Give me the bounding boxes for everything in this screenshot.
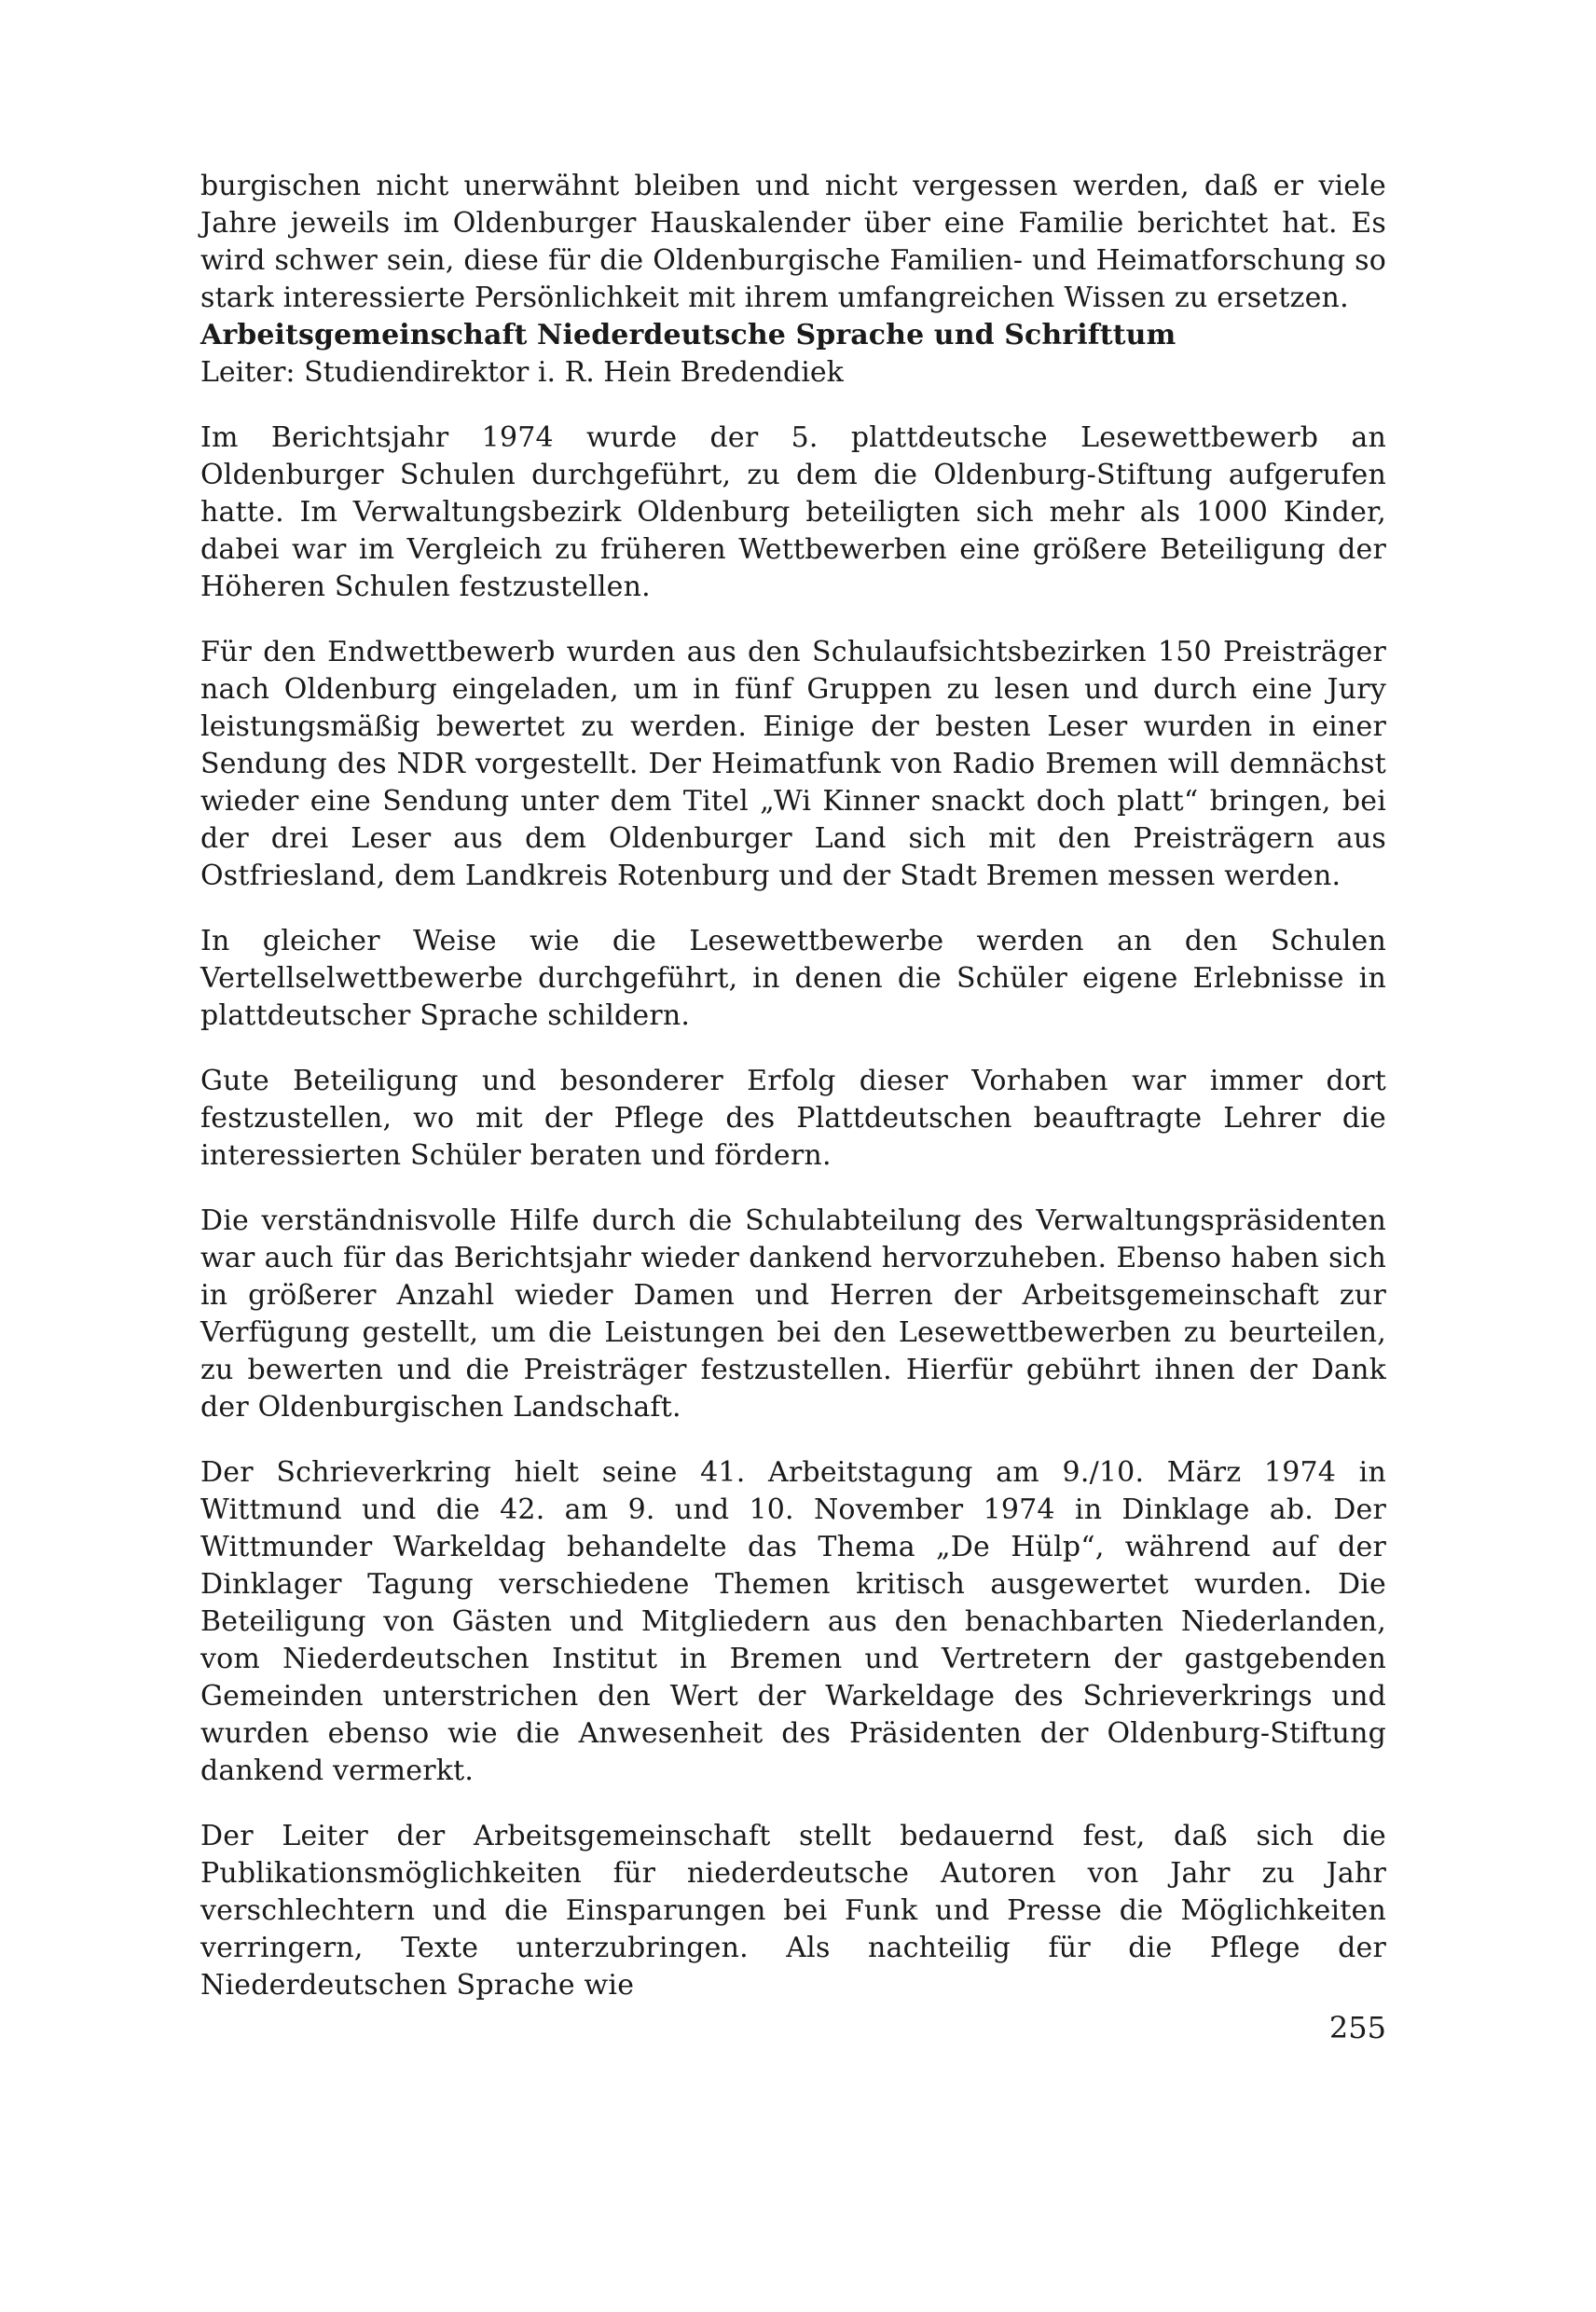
- paragraph-beteiligung: Gute Beteiligung und besonderer Erfolg dieser Vorhaben war immer dort festzustellen, wo mit der Pflege des Plattdeutschen beauftragte Lehrer die interessierten Schüler beraten und fördern.: [200, 1065, 1386, 1172]
- paragraph-hilfe: Die verständnisvolle Hilfe durch die Schulabteilung des Verwaltungspräsidenten war auch für das Berichtsjahr wieder dankend hervorzuheben. Ebenso haben sich in größerer Anzahl wieder Damen und Herren der Arbeitsgemeinschaft zur Verfügung gestellt, um die Leistungen bei den Lesewettbewerben zu beurteilen, zu bewerten und die Preisträger festzustellen. Hierfür gebührt ihnen der Dank der Oldenburgischen Landschaft.: [200, 1204, 1386, 1424]
- paragraph-vertellsel: In gleicher Weise wie die Lesewettbewerbe werden an den Schulen Vertellselwettbewerbe durchgeführt, in denen die Schüler eigene Erlebnisse in plattdeutscher Sprache schildern.: [200, 925, 1386, 1032]
- section-heading: Arbeitsgemeinschaft Niederdeutsche Sprache und Schrifttum: [200, 319, 1176, 351]
- paragraph-intro-continuation: burgischen nicht unerwähnt bleiben und nicht vergessen werden, daß er viele Jahre jeweils im Oldenburger Hauskalender über eine Familie berichtet hat. Es wird schwer sein, diese für die Oldenburgische Familien- und Heimatforschung so stark interessierte Persönlichkeit mit ihrem umfangreichen Wissen zu ersetzen.: [200, 170, 1386, 314]
- paragraph-publikation: Der Leiter der Arbeitsgemeinschaft stellt bedauernd fest, daß sich die Publikationsmöglichkeiten für niederdeutsche Autoren von Jahr zu Jahr verschlechtern und die Einsparungen bei Funk und Presse die Möglichkeiten verringern, Texte unterzubringen. Als nachteilig für die Pflege der Niederdeutschen Sprache wie: [200, 1820, 1386, 2002]
- paragraph-endwettbewerb: Für den Endwettbewerb wurden aus den Schulaufsichtsbezirken 150 Preisträger nach Oldenburg eingeladen, um in fünf Gruppen zu lesen und durch eine Jury leistungsmäßig bewertet zu werden. Einige der besten Leser wurden in einer Sendung des NDR vorgestellt. Der Heimatfunk von Radio Bremen will demnächst wieder eine Sendung unter dem Titel „Wi Kinner snackt doch platt“ bringen, bei der drei Leser aus dem Oldenburger Land sich mit den Preisträgern aus Ostfriesland, dem Landkreis Rotenburg und der Stadt Bremen messen werden.: [200, 636, 1386, 892]
- paragraph-lesewettbewerb: Im Berichtsjahr 1974 wurde der 5. plattdeutsche Lesewettbewerb an Oldenburger Schulen durchgeführt, zu dem die Oldenburg-Stiftung aufgerufen hatte. Im Verwaltungsbezirk Oldenburg beteiligten sich mehr als 1000 Kinder, dabei war im Vergleich zu früheren Wettbewerben eine größere Beteiligung der Höheren Schulen festzustellen.: [200, 421, 1386, 603]
- section-leader: Leiter: Studiendirektor i. R. Hein Bredendiek: [200, 356, 844, 389]
- paragraph-schrieverkring: Der Schrieverkring hielt seine 41. Arbeitstagung am 9./10. März 1974 in Wittmund und die 42. am 9. und 10. November 1974 in Dinklage ab. Der Wittmunder Warkeldag behandelte das Thema „De Hülp“, während auf der Dinklager Tagung verschiedene Themen kritisch ausgewertet wurden. Die Beteiligung von Gästen und Mitgliedern aus den benachbarten Niederlanden, vom Niederdeutschen Institut in Bremen und Vertretern der gastgebenden Gemeinden unterstrichen den Wert der Warkeldage des Schrieverkrings und wurden ebenso wie die Anwesenheit des Präsidenten der Oldenburg-Stiftung dankend vermerkt.: [200, 1456, 1386, 1787]
- document-page: [200, 168, 1386, 2004]
- page-number: 255: [1328, 2010, 1386, 2045]
